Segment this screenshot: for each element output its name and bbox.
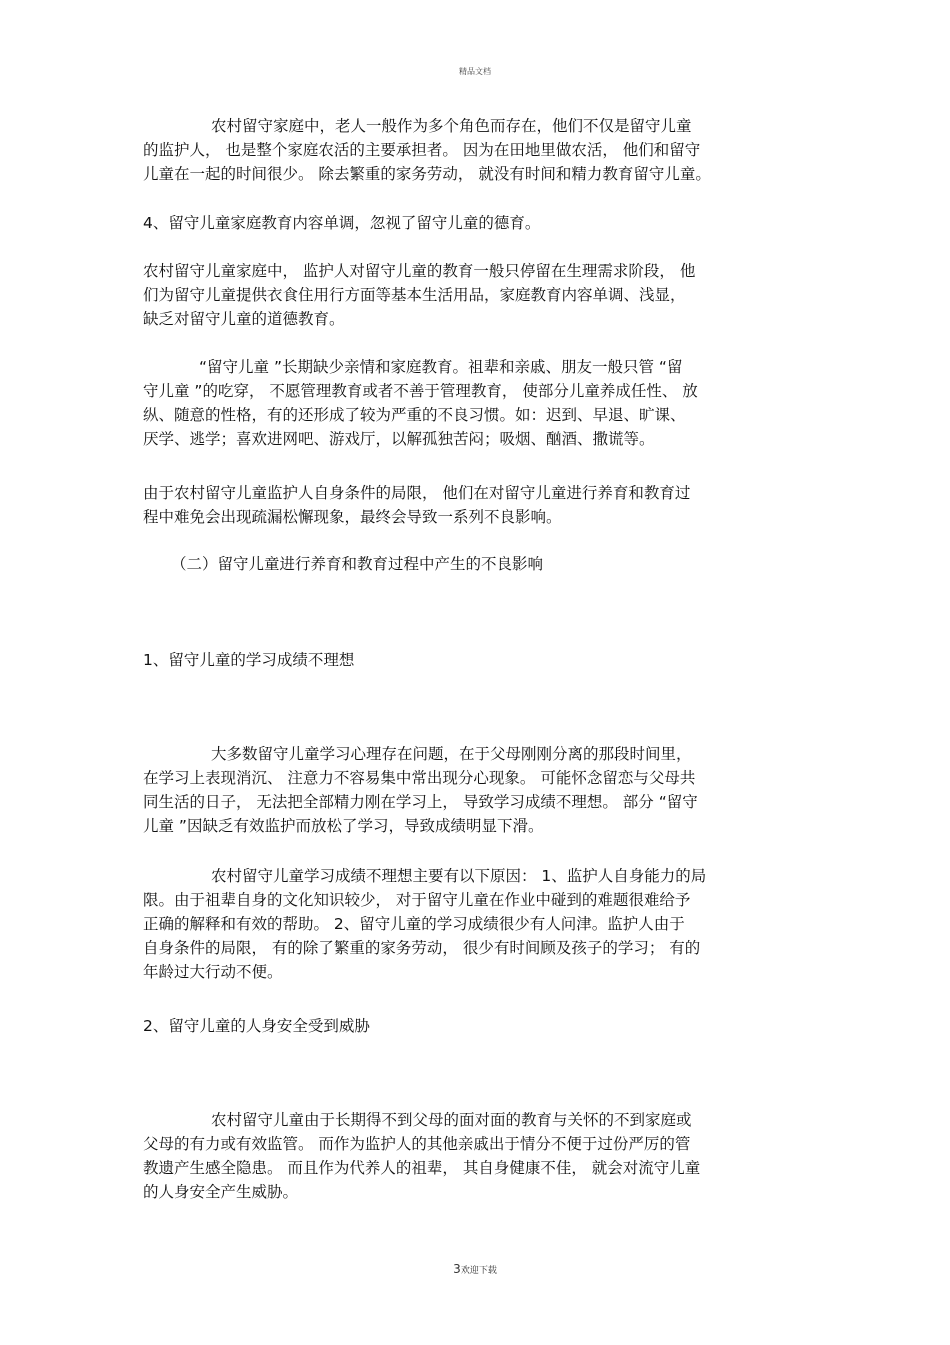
text-line: 在学习上表现消沉、 注意力不容易集中常出现分心现象。 可能怀念留恋与父母共 <box>143 769 696 787</box>
section-heading-1-study <box>143 648 354 672</box>
text-line: 教遗产生感全隐患。 而且作为代养人的祖辈， 其自身健康不佳， 就会对流守儿童 <box>143 1159 701 1177</box>
paragraph-lack-of-affection <box>143 355 698 451</box>
text-line: 纵、随意的性格，有的还形成了较为严重的不良习惯。如：迟到、早退、旷课、 <box>143 406 686 424</box>
text-line: 厌学、逃学；喜欢进网吧、游戏厅，以解孤独苦闷；吸烟、酗酒、撒谎等。 <box>143 430 655 448</box>
paragraph-education-content <box>143 259 695 331</box>
footer-text: 欢迎下载 <box>460 1266 497 1276</box>
text-line: 们为留守儿童提供衣食住用行方面等基本生活用品，家庭教育内容单调、浅显， <box>143 286 686 304</box>
paragraph-guardian-limitations <box>143 481 690 529</box>
text-line: 儿童在一起的时间很少。 除去繁重的家务劳动， 就没有时间和精力教育留守儿童。 <box>143 165 711 183</box>
paragraph-safety-threat <box>143 1108 700 1204</box>
page-header: 精品文档 <box>459 67 491 76</box>
heading-text: 2、留守儿童的人身安全受到威胁 <box>143 1017 370 1035</box>
heading-text: 4、留守儿童家庭教育内容单调，忽视了留守儿童的德育。 <box>143 214 541 232</box>
text-line: 农村留守儿童学习成绩不理想主要有以下原因： 1、监护人自身能力的局 <box>211 867 707 885</box>
text-line: 守儿童 ”的吃穿， 不愿管理教育或者不善于管理教育， 使部分儿童养成任性、 放 <box>143 382 698 400</box>
paragraph-study-psychology <box>143 742 698 838</box>
text-line: 儿童 ”因缺乏有效监护而放松了学习，导致成绩明显下滑。 <box>143 817 544 835</box>
text-line: 自身条件的局限， 有的除了繁重的家务劳动， 很少有时间顾及孩子的学习； 有的 <box>143 939 701 957</box>
text-line: 由于农村留守儿童监护人自身条件的局限， 他们在对留守儿童进行养育和教育过 <box>143 484 691 502</box>
text-line: 正确的解释和有效的帮助。 2、留守儿童的学习成绩很少有人问津。监护人由于 <box>143 915 685 933</box>
text-line: 程中难免会出现疏漏松懈现象，最终会导致一系列不良影响。 <box>143 508 562 526</box>
heading-text: 1、留守儿童的学习成绩不理想 <box>143 651 355 669</box>
section-heading-4 <box>143 211 540 235</box>
text-line: 的人身安全产生威胁。 <box>143 1183 299 1201</box>
text-line: 大多数留守儿童学习心理存在问题，在于父母刚刚分离的那段时间里， <box>211 745 692 763</box>
text-line: “留守儿童 ”长期缺少亲情和家庭教育。祖辈和亲戚、朋友一般只管 “留 <box>199 358 683 376</box>
section-heading-2-safety <box>143 1014 370 1038</box>
page-number: 3 <box>453 1262 461 1276</box>
text-line: 农村留守儿童由于长期得不到父母的面对面的教育与关怀的不到家庭或 <box>211 1111 692 1129</box>
text-line: 农村留守儿童家庭中， 监护人对留守儿童的教育一般只停留在生理需求阶段， 他 <box>143 262 696 280</box>
section-heading-2 <box>143 552 543 576</box>
heading-text: （二）留守儿童进行养育和教育过程中产生的不良影响 <box>171 555 544 573</box>
text-line: 父母的有力或有效监管。 而作为监护人的其他亲戚出于情分不便于过份严厉的管 <box>143 1135 691 1153</box>
paragraph-study-reasons <box>143 864 706 984</box>
text-line: 同生活的日子， 无法把全部精力刚在学习上， 导致学习成绩不理想。 部分 “留守 <box>143 793 698 811</box>
text-line: 缺乏对留守儿童的道德教育。 <box>143 310 345 328</box>
page-footer <box>0 1262 950 1276</box>
text-line: 限。由于祖辈自身的文化知识较少， 对于留守儿童在作业中碰到的难题很难给予 <box>143 891 691 909</box>
text-line: 的监护人， 也是整个家庭农活的主要承担者。 因为在田地里做农活， 他们和留守 <box>143 141 701 159</box>
text-line: 农村留守家庭中，老人一般作为多个角色而存在，他们不仅是留守儿童 <box>211 117 692 135</box>
text-line: 年龄过大行动不便。 <box>143 963 283 981</box>
paragraph-elderly-roles <box>143 114 711 186</box>
